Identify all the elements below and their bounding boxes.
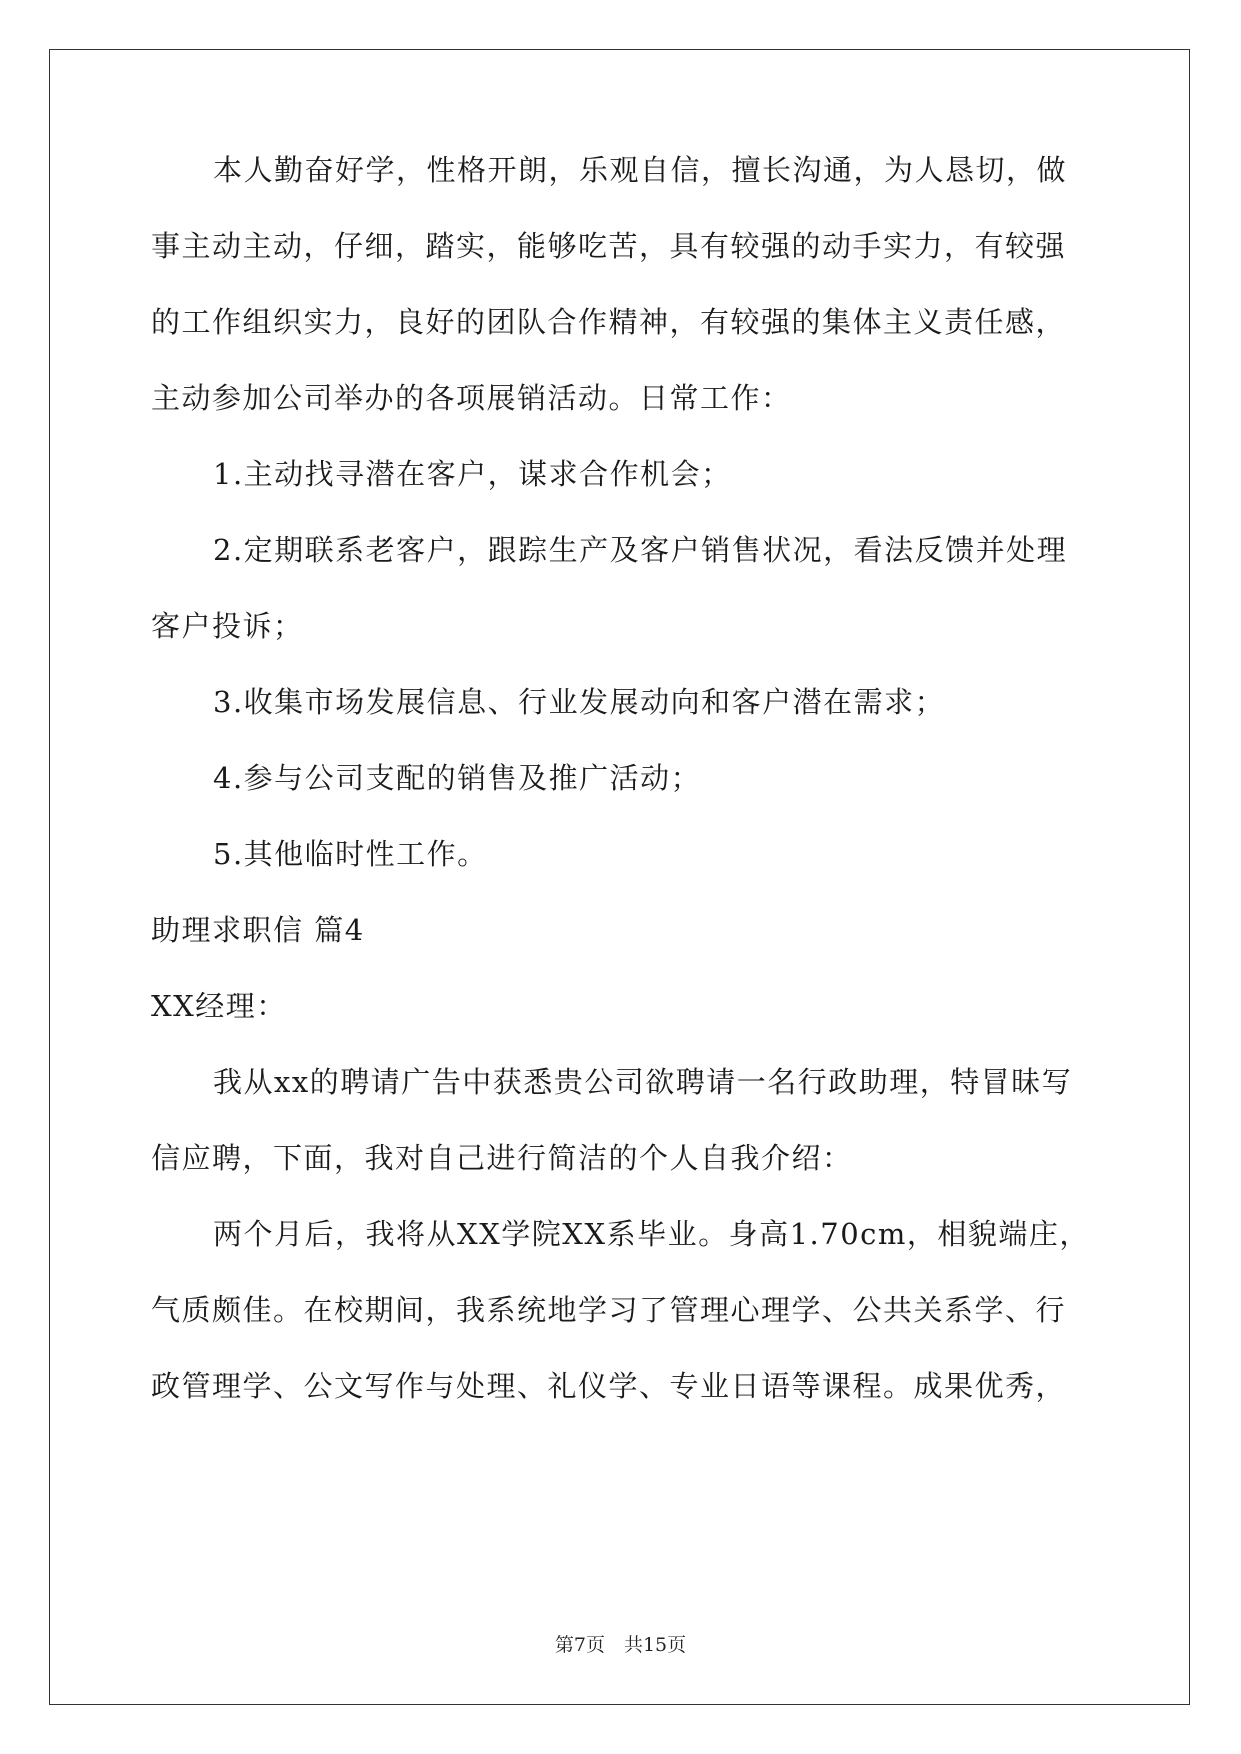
list-item: 1.主动找寻潜在客户，谋求合作机会； bbox=[213, 457, 732, 491]
list-item: 5.其他临时性工作。 bbox=[213, 837, 488, 871]
body-line: 信应聘，下面，我对自己进行简洁的个人自我介绍： bbox=[151, 1141, 853, 1175]
section-heading: 助理求职信 篇4 bbox=[151, 913, 365, 947]
body-line: 主动参加公司举办的各项展销活动。日常工作： bbox=[151, 381, 792, 415]
body-line: 气质颇佳。在校期间，我系统地学习了管理心理学、公共关系学、行 bbox=[151, 1293, 1067, 1327]
body-line: 我从xx的聘请广告中获悉贵公司欲聘请一名行政助理，特冒昧写 bbox=[213, 1065, 1073, 1099]
body-line: 的工作组织实力，良好的团队合作精神，有较强的集体主义责任感， bbox=[151, 305, 1067, 339]
page-number-footer: 第7页 共15页 bbox=[554, 1634, 687, 1656]
body-line: 两个月后，我将从XX学院XX系毕业。身高1.70cm，相貌端庄， bbox=[213, 1217, 1090, 1251]
page-frame bbox=[49, 49, 1190, 1705]
body-line: 政管理学、公文写作与处理、礼仪学、专业日语等课程。成果优秀， bbox=[151, 1369, 1067, 1403]
salutation: XX经理： bbox=[151, 989, 287, 1023]
list-item-continuation: 客户投诉； bbox=[151, 609, 304, 643]
body-line: 事主动主动，仔细，踏实，能够吃苦，具有较强的动手实力，有较强 bbox=[151, 229, 1067, 263]
list-item: 4.参与公司支配的销售及推广活动； bbox=[213, 761, 702, 795]
body-line: 本人勤奋好学，性格开朗，乐观自信，擅长沟通，为人恳切，做 bbox=[213, 153, 1068, 187]
list-item: 2.定期联系老客户，跟踪生产及客户销售状况，看法反馈并处理 bbox=[213, 533, 1068, 567]
list-item: 3.收集市场发展信息、行业发展动向和客户潜在需求； bbox=[213, 685, 946, 719]
